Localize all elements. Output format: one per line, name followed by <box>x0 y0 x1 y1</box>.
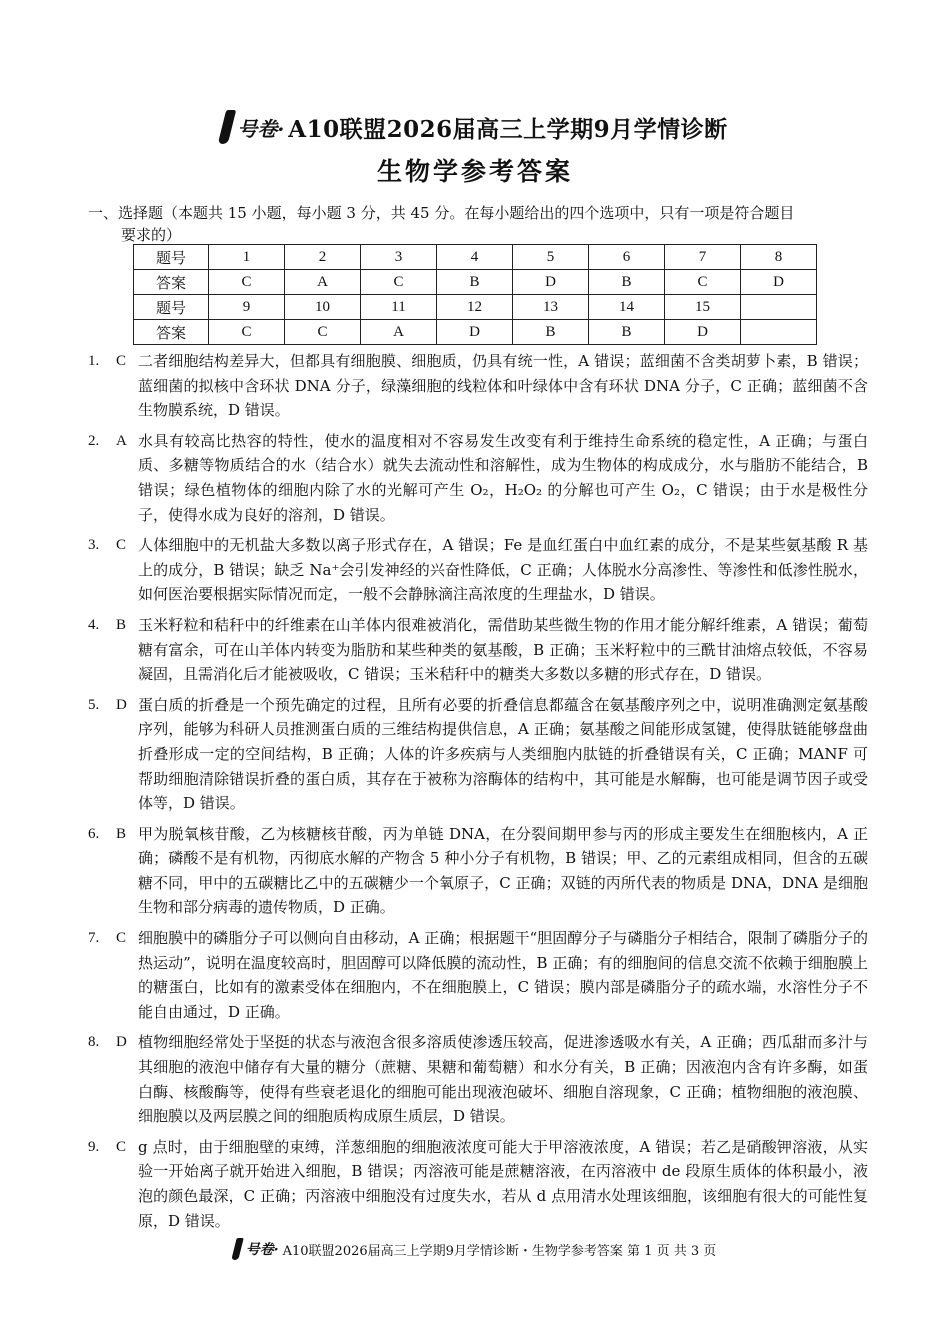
table-cell: B <box>513 320 589 345</box>
explanation-list <box>88 349 868 1239</box>
table-cell: 1 <box>209 245 285 270</box>
item-explanation: 玉米籽粒和秸秆中的纤维素在山羊体内很难被消化，需借助某些微生物的作用才能分解纤维素，A 错误；葡萄糖有富余，可在山羊体内转变为脂肪和某些种类的氨基酸，B 正确；玉米籽粒中的三酰甘油熔点较低，不容易凝固，且需消化后才能被吸收，C 错误；玉米秸秆中的糖类大多数以多糖的形式存在，D 错误。 <box>138 615 868 684</box>
table-row <box>134 245 817 270</box>
table-cell: 6 <box>589 245 665 270</box>
table-cell: 2 <box>285 245 361 270</box>
item-number: 8. <box>88 1034 100 1051</box>
list-item <box>88 533 868 607</box>
list-item <box>88 822 868 920</box>
table-cell: 13 <box>513 295 589 320</box>
item-answer: B <box>116 825 127 842</box>
footer-logo <box>234 1238 279 1260</box>
section-heading <box>88 202 868 246</box>
item-answer: A <box>116 432 127 449</box>
table-cell: 8 <box>741 245 817 270</box>
table-cell: 4 <box>437 245 513 270</box>
item-explanation: 二者细胞结构差异大，但都具有细胞膜、细胞质，仍具有统一性，A 错误；蓝细菌不含类胡萝卜素，B 错误；蓝细菌的拟核中含环状 DNA 分子，绿藻细胞的线粒体和叶绿体中含有环状 DNA 分子，C 正确；蓝细菌不含生物膜系统，D 错误。 <box>138 352 868 420</box>
table-row <box>134 320 817 345</box>
list-item <box>88 1030 868 1128</box>
item-number: 6. <box>88 825 100 842</box>
table-cell: 3 <box>361 245 437 270</box>
table-cell: 15 <box>665 295 741 320</box>
item-answer: C <box>116 930 127 947</box>
item-explanation: g 点时，由于细胞壁的束缚，洋葱细胞的细胞液浓度可能大于甲溶液浓度，A 错误；若乙是硝酸钾溶液，从实验一开始离子就开始进入细胞，B 错误；丙溶液可能是蔗糖溶液，在丙溶液中 de 段原生质体的体积最小，液泡的颜色最深，C 正确；丙溶液中细胞没有过度失水，若从 d 点用清水处理该细胞，该细胞有很大的可能性复原，D 错误。 <box>138 1137 868 1230</box>
section-heading-line2: 要求的） <box>121 226 182 244</box>
page-title: A10联盟2026届高三上学期9月学情诊断 <box>288 115 728 143</box>
table-cell: 11 <box>361 295 437 320</box>
table-cell: A <box>361 320 437 345</box>
list-item <box>88 613 868 687</box>
page-footer <box>0 1238 950 1260</box>
item-explanation: 细胞膜中的磷脂分子可以侧向自由移动，A 正确；根据题干“胆固醇分子与磷脂分子相结合，限制了磷脂分子的热运动”，说明在温度较高时，胆固醇可以降低膜的流动性，B 正确；有的细胞间的信息交流不依赖于细胞膜上的糖蛋白，比如有的激素受体在细胞内，不在细胞膜上，C 错误；膜内部是磷脂分子的疏水端，水溶性分子不能自由通过，D 正确。 <box>138 929 868 1021</box>
logo-text: 号卷· <box>237 116 285 141</box>
table-cell: 5 <box>513 245 589 270</box>
row-label: 题号 <box>134 245 209 270</box>
list-item <box>88 349 868 423</box>
table-cell: C <box>665 270 741 295</box>
table-cell: 14 <box>589 295 665 320</box>
table-cell: D <box>513 270 589 295</box>
item-number: 4. <box>88 616 100 633</box>
table-row <box>134 295 817 320</box>
item-number: 7. <box>88 930 100 947</box>
table-cell: A <box>285 270 361 295</box>
answer-table <box>133 244 817 345</box>
item-explanation: 植物细胞经常处于坚挺的状态与液泡含很多溶质使渗透压较高，促进渗透吸水有关，A 正确；西瓜甜而多汁与其细胞的液泡中储存有大量的糖分（蔗糖、果糖和葡萄糖）和水分有关，B 正确；因液泡内含有许多酶，如蛋白酶、核酸酶等，使得有些衰老退化的细胞可能出现液泡破坏、细胞自溶现象，C 正确；植物细胞的液泡膜、细胞膜以及两层膜之间的细胞质构成原生质层，D 错误。 <box>138 1033 868 1126</box>
table-cell: B <box>589 320 665 345</box>
item-explanation: 水具有较高比热容的特性，使水的温度相对不容易发生改变有利于维持生命系统的稳定性，A 正确；与蛋白质、多糖等物质结合的水（结合水）就失去流动性和溶解性，成为生物体的构成成分，水与脂肪不能结合，B 错误；绿色植物体的细胞内除了水的光解可产生 O₂，H₂O₂ 的分解也可产生 O₂，C 错误；由于水是极性分子，使得水成为良好的溶剂，D 错误。 <box>138 431 868 524</box>
footer-text: A10联盟2026届高三上学期9月学情诊断・生物学参考答案 第 1 页 共 3 页 <box>282 1243 717 1259</box>
table-cell: C <box>361 270 437 295</box>
row-label: 答案 <box>134 270 209 295</box>
list-item <box>88 926 868 1024</box>
table-cell <box>741 320 817 345</box>
item-answer: C <box>116 1138 127 1155</box>
row-label: 答案 <box>134 320 209 345</box>
brush-stroke-icon <box>231 1238 243 1260</box>
table-cell: B <box>437 270 513 295</box>
item-answer: C <box>116 353 127 369</box>
table-cell: C <box>209 320 285 345</box>
table-cell: C <box>285 320 361 345</box>
table-cell: 9 <box>209 295 285 320</box>
table-cell: D <box>437 320 513 345</box>
item-number: 1. <box>88 353 100 369</box>
item-explanation: 蛋白质的折叠是一个预先确定的过程，且所有必要的折叠信息都蕴含在氨基酸序列之中，说明准确测定氨基酸序列，能够为科研人员推测蛋白质的三维结构提供信息，A 正确；氨基酸之间能形成氢键，使得肽链能够盘曲折叠形成一定的空间结构，B 正确；人体的许多疾病与人类细胞内肽链的折叠错误有关，C 正确；MANF 可帮助细胞清除错误折叠的蛋白质，其存在于被称为溶酶体的结构中，其可能是水解酶，也可能是调节因子或受体等，D 错误。 <box>138 695 868 813</box>
brand-logo <box>222 110 284 144</box>
table-cell: D <box>665 320 741 345</box>
item-answer: D <box>116 1034 127 1051</box>
list-item <box>88 693 868 816</box>
page-header <box>0 104 950 188</box>
table-cell: B <box>589 270 665 295</box>
item-number: 2. <box>88 432 100 449</box>
footer-logo-text: 号卷· <box>245 1242 279 1258</box>
item-explanation: 人体细胞中的无机盐大多数以离子形式存在，A 错误；Fe 是血红蛋白中血红素的成分，不是某些氨基酸 R 基上的成分，B 错误；缺乏 Na⁺会引发神经的兴奋性降低，C 正确；人体脱水分高渗性、等渗性和低渗性脱水，如何医治要根据实际情况而定，一般不会静脉滴注高浓度的生理盐水，D 错误。 <box>138 536 868 604</box>
list-item <box>88 429 868 527</box>
item-answer: D <box>116 696 127 713</box>
table-cell: 7 <box>665 245 741 270</box>
table-cell <box>741 295 817 320</box>
page-subtitle: 生物学参考答案 <box>376 157 573 186</box>
item-answer: B <box>116 616 127 633</box>
brush-stroke-icon <box>218 110 236 144</box>
item-number: 3. <box>88 537 100 554</box>
table-cell: 12 <box>437 295 513 320</box>
row-label: 题号 <box>134 295 209 320</box>
table-cell: 10 <box>285 295 361 320</box>
item-number: 5. <box>88 696 100 713</box>
item-number: 9. <box>88 1138 100 1155</box>
table-cell: D <box>741 270 817 295</box>
table-cell: C <box>209 270 285 295</box>
item-answer: C <box>116 537 127 554</box>
title-line <box>0 104 950 150</box>
item-explanation: 甲为脱氧核苷酸，乙为核糖核苷酸，丙为单链 DNA，在分裂间期甲参与丙的形成主要发生在细胞核内，A 正确；磷酸不是有机物，丙彻底水解的产物含 5 种小分子有机物，B 错误；甲、乙的元素组成相同，但含的五碳糖不同，甲中的五碳糖比乙中的五碳糖少一个氧原子，C 正确；双链的丙所代表的物质是 DNA，DNA 是细胞生物和部分病毒的遗传物质，D 正确。 <box>138 824 868 917</box>
table-row <box>134 270 817 295</box>
section-heading-line1: 一、选择题（本题共 15 小题，每小题 3 分，共 45 分。在每小题给出的四个选项中，只有一项是符合题目 <box>88 204 795 222</box>
list-item <box>88 1135 868 1233</box>
